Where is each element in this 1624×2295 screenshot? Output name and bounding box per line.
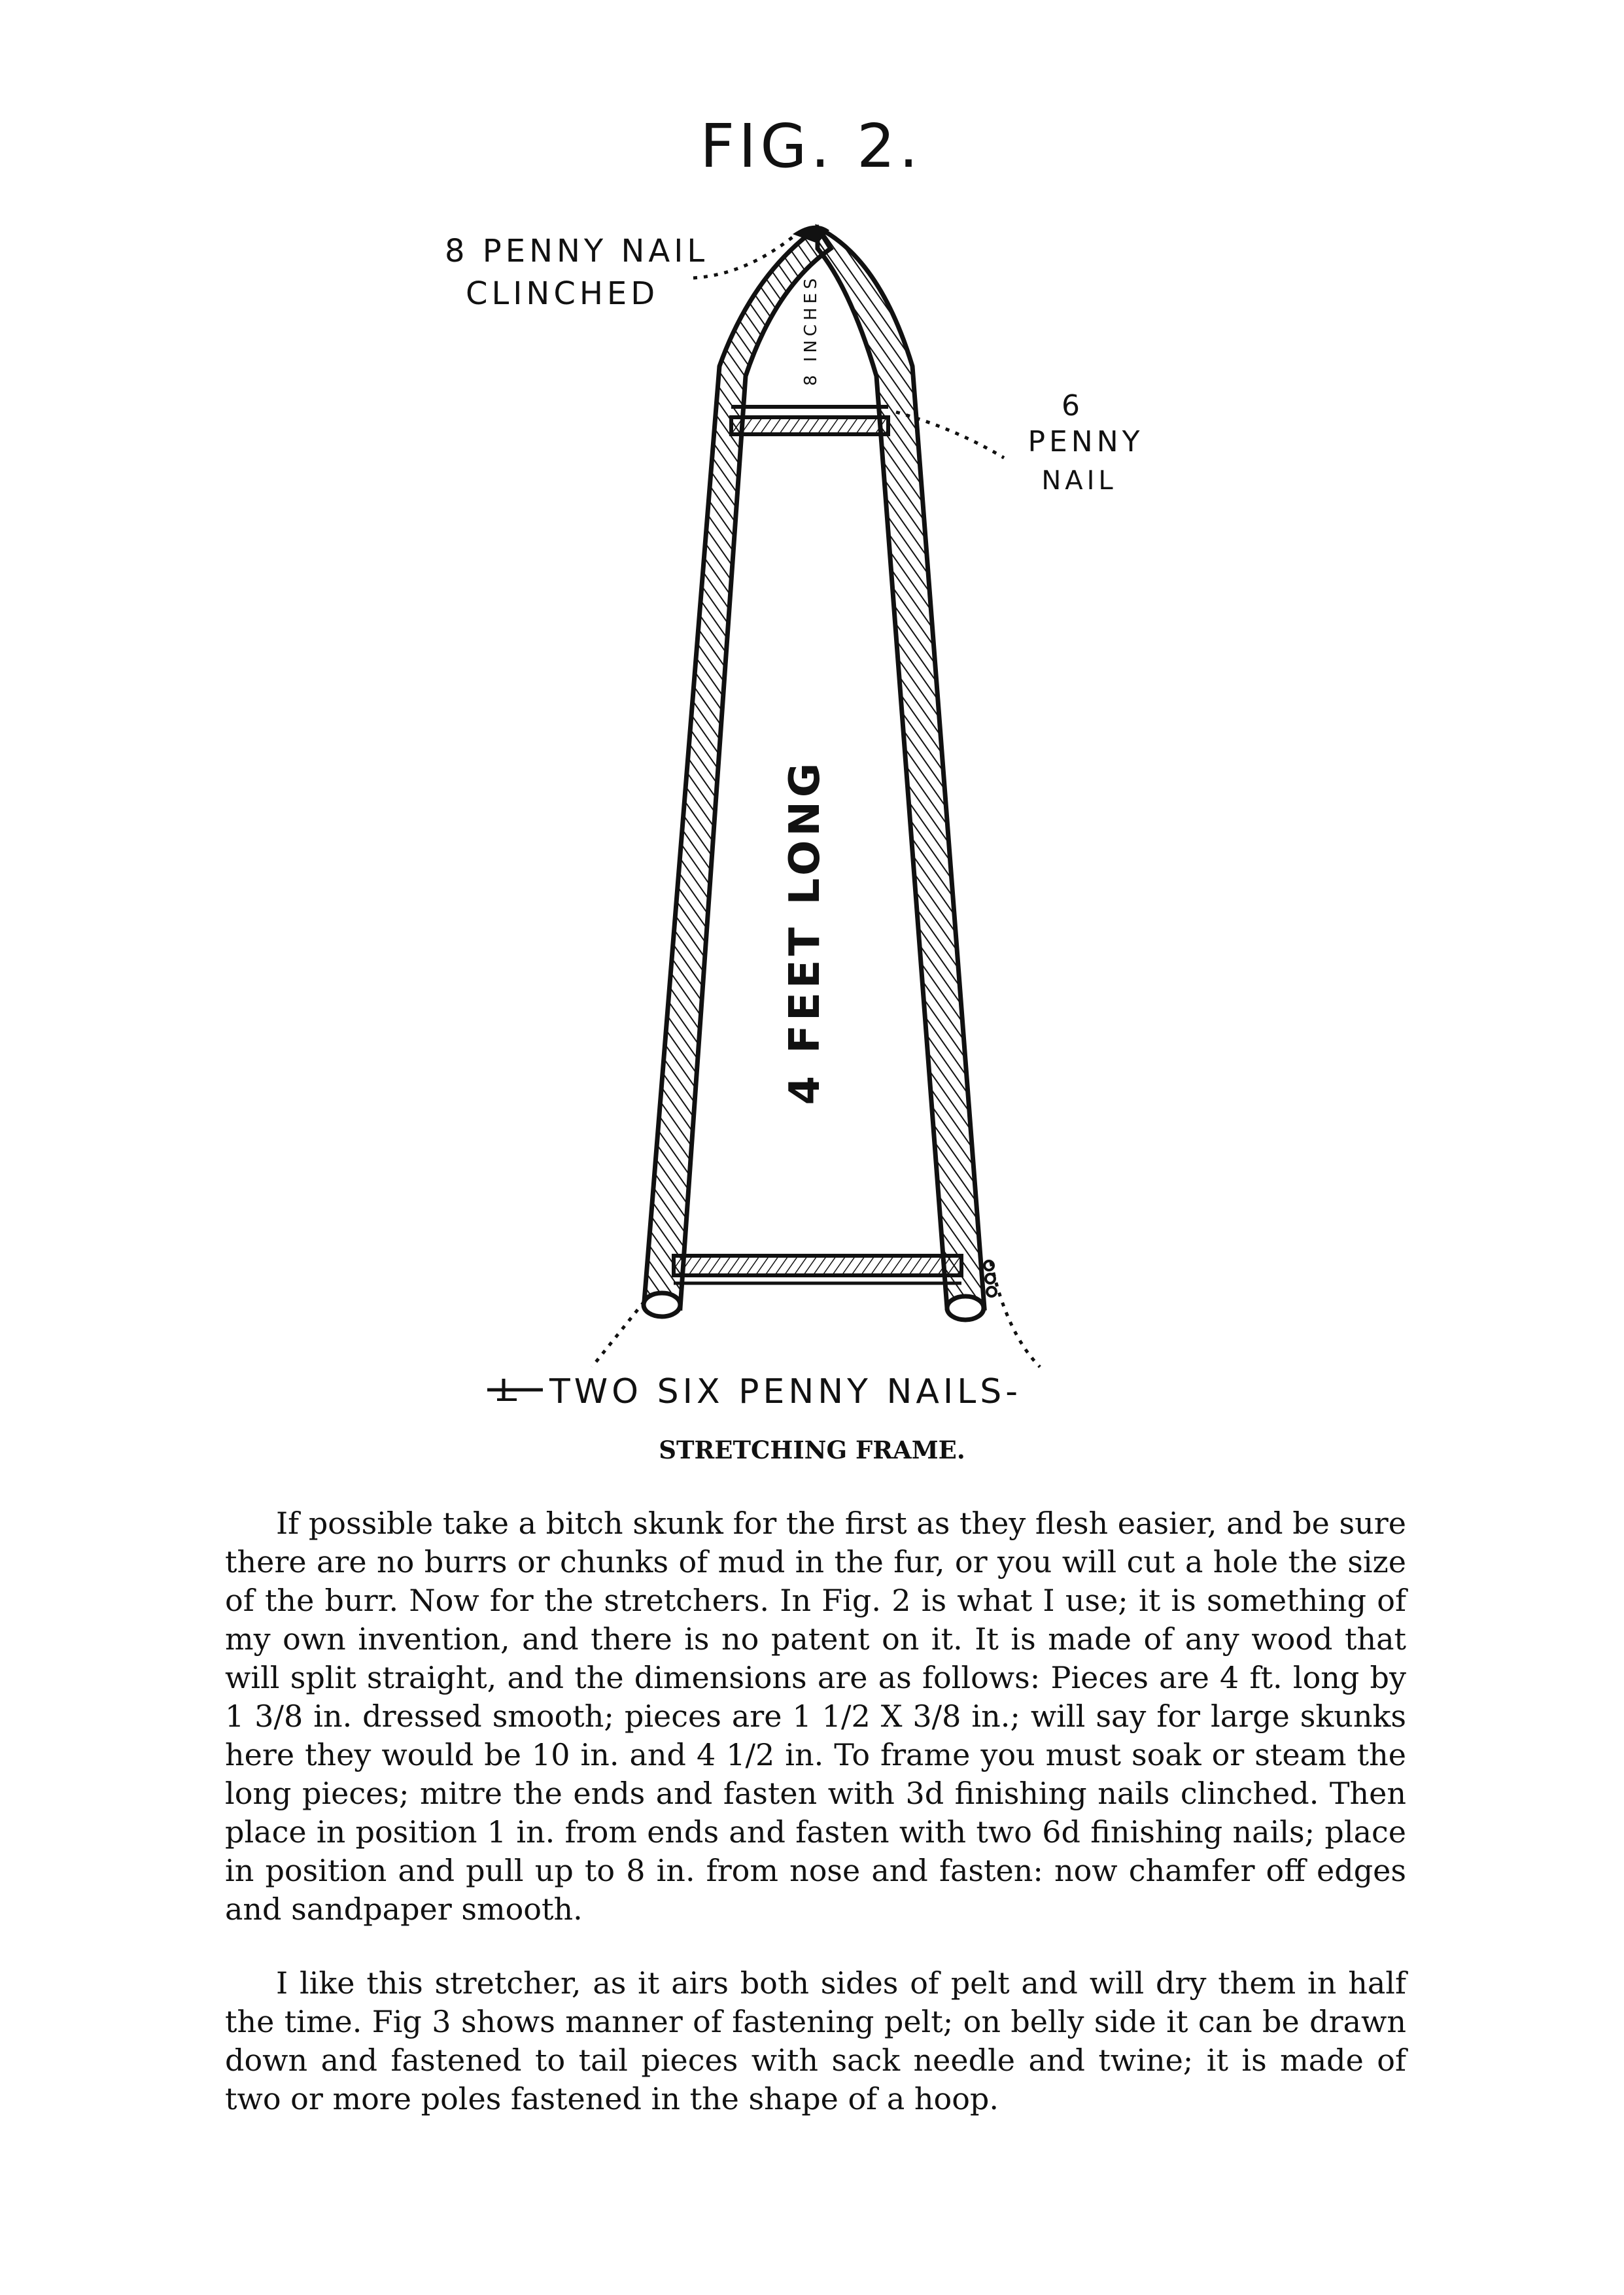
nail-head-icon (987, 1287, 996, 1296)
label-top-nail-line2: CLINCHED (466, 275, 659, 312)
label-side-nail-line2: PENNY (1028, 425, 1144, 458)
bottom-left-leader (592, 1302, 644, 1367)
label-nose-length: 8 INCHES (801, 274, 821, 386)
top-crossbar (731, 407, 888, 434)
paragraph: If possible take a bitch skunk for the first as they flesh easier, and be sure there are no burrs or chunks of mud in the fur, or you will cut a hole the size of the burr. Now for the stretchers. In Fig. 2 is what I use; it is something of my own invention, and there is no patent on it. It is made of any wood that will split straight, and the dimensions are as follows: Pieces are 4 ft. long by 1 3/8 in. dressed smooth; pieces are 1 1/2 X 3/8 in.; will say for large skunks here they would be 10 in. and 4 1/2 in. To frame you must soak or steam the long pieces; mitre the ends and fasten with 3d finishing nails clinched. Then place in position 1 in. from ends and fasten with two 6d finishing nails; place in position and pull up to 8 in. from nose and fasten: now chamfer off edges and sandpaper smooth. (225, 1506, 1406, 1927)
paragraph: I like this stretcher, as it airs both sides of pelt and will dry them in half the time. Fig 3 shows manner of fastening pelt; on belly side it can be drawn down and fastened to tail pieces with sack needle and twine; it is made of two or more poles fastened in the shape of a hoop. (225, 1965, 1406, 2116)
figure-title: FIG. 2. (700, 111, 922, 181)
label-side-nail-line3: NAIL (1041, 466, 1117, 496)
nail-icon (487, 1379, 543, 1400)
article-body (225, 1504, 1406, 2154)
right-pole (818, 228, 984, 1320)
label-side-nail-line1: 6 (1062, 389, 1084, 423)
label-top-nail-line1: 8 PENNY NAIL (445, 233, 709, 269)
figure-caption: STRETCHING FRAME. (659, 1436, 965, 1464)
bottom-right-leader (991, 1262, 1040, 1367)
label-length: 4 FEET LONG (781, 759, 829, 1105)
label-bottom-nails: TWO SIX PENNY NAILS- (549, 1372, 1022, 1411)
nail-head-icon (986, 1274, 995, 1283)
bottom-crossbar (674, 1256, 961, 1283)
